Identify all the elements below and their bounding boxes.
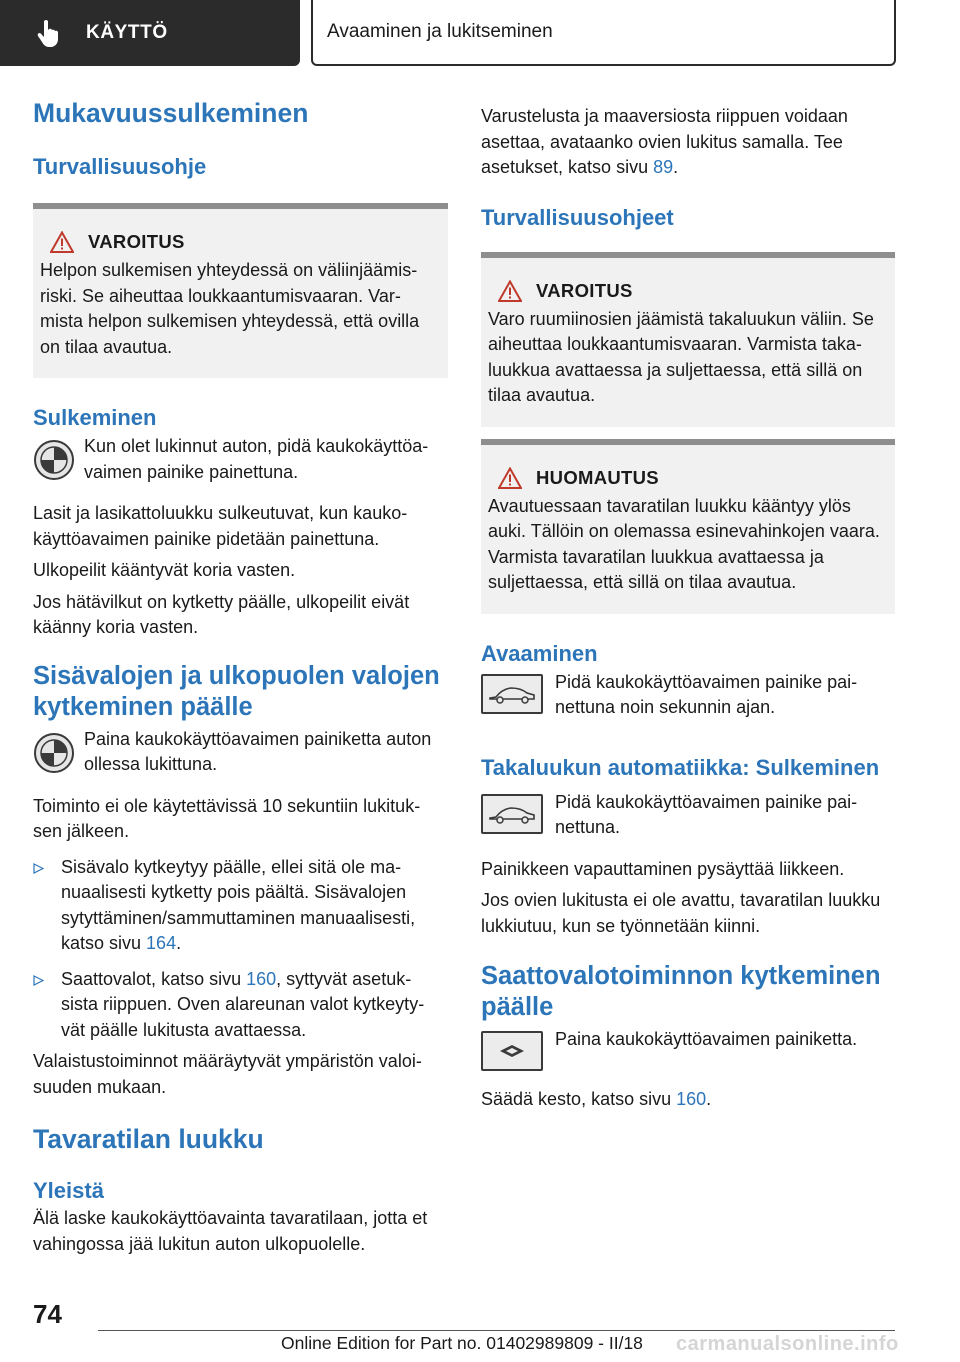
warning-box-comfort xyxy=(33,203,448,378)
intro-text-end: . xyxy=(673,157,679,177)
closing-paragraph-mirrors: Ulkopeilit kääntyvät koria vasten. xyxy=(33,560,296,580)
diamond-button-icon xyxy=(481,1031,543,1071)
key-fob-logo-icon xyxy=(34,733,74,773)
bullet-text: Saattovalot, katso sivu xyxy=(61,968,247,989)
auto-trunk-paragraph-release: Painikkeen vapauttaminen pysäyttää liikkeen. xyxy=(481,858,845,879)
heading-trunk-lid: Tavaratilan luukku xyxy=(33,1124,264,1154)
closing-instruction: Kun olet lukinnut auton, pidä kaukokäyttöa-vaimen painike painettuna. xyxy=(84,436,429,482)
lights-instruction-row xyxy=(33,727,448,778)
watermark: carmanualsonline.info xyxy=(676,1333,899,1355)
warning-box-trunk xyxy=(481,252,895,427)
notice-label: HUOMAUTUS xyxy=(536,466,659,488)
notice-box-trunk xyxy=(481,439,895,614)
closing-paragraph-windows: Lasit ja lasikattoluukku sulkeutuvat, kun kauko-käyttöavaimen painike pidetään painettuna. xyxy=(33,503,408,549)
duration-text-end: . xyxy=(706,1089,712,1109)
warning-text: Helpon sulkemisen yhteydessä on väliinjäämis-riski. Se aiheuttaa loukkaantumisvaaran. Var-mista helpon sulkemisen yhteydessä, että ovilla on tilaa avautua. xyxy=(40,260,420,357)
closing-instruction-row xyxy=(33,434,448,485)
duration-text: Säädä kesto, katso sivu xyxy=(481,1089,677,1109)
auto-trunk-paragraph-lock: Jos ovien lukitusta ei ole avattu, tavaratilan luukku lukkiutuu, kun se työnnetään kiinni. xyxy=(481,890,881,936)
warning-label: VAROITUS xyxy=(536,279,633,301)
heading-closing: Sulkeminen xyxy=(33,405,157,430)
lights-bullet-list xyxy=(33,855,448,1044)
warning-label: VAROITUS xyxy=(88,231,185,252)
bullet-text-end: , syttyvät asetuk-sista riippuen. Oven alareunan valot kytkeyty-vät päälle lukitusta avattaessa. xyxy=(61,968,425,1040)
list-item xyxy=(33,855,448,957)
triangle-bullet-icon xyxy=(33,975,44,986)
opening-instruction: Pidä kaukokäyttöavaimen painike pai-nettuna noin sekunnin ajan. xyxy=(555,671,858,717)
list-item xyxy=(33,967,448,1044)
general-paragraph: Älä laske kaukokäyttöavainta tavaratilaan, jotta et vahingossa jää lukitun auton ulkopuolelle. xyxy=(33,1208,428,1254)
left-column xyxy=(33,98,448,1257)
key-fob-logo-icon xyxy=(34,440,74,480)
closing-paragraph-hazard: Jos hätävilkut on kytketty päälle, ulkopeilit eivät käänny koria vasten. xyxy=(33,591,410,637)
auto-trunk-instruction-row xyxy=(481,790,895,841)
intro-paragraph xyxy=(481,104,895,181)
hand-pointer-icon xyxy=(34,18,64,48)
section-tab xyxy=(0,0,300,66)
warning-triangle-icon xyxy=(50,231,74,253)
page-link-160[interactable]: 160 xyxy=(676,1089,707,1109)
page-link-89[interactable]: 89 xyxy=(653,157,674,177)
heading-opening: Avaaminen xyxy=(481,640,598,666)
triangle-bullet-icon xyxy=(33,863,44,874)
heading-lights: Sisävalojen ja ulkopuolen valojen kytkeminen päälle xyxy=(33,661,440,721)
heading-safety-note: Turvallisuusohje xyxy=(33,154,207,179)
lights-paragraph-delay: Toiminto ei ole käytettävissä 10 sekuntiin lukituk-sen jälkeen. xyxy=(33,795,421,841)
car-trunk-button-icon xyxy=(481,674,543,714)
page-link-160[interactable]: 160 xyxy=(246,968,277,989)
lights-instruction: Paina kaukokäyttöavaimen painiketta auton ollessa lukittuna. xyxy=(84,728,432,774)
right-column xyxy=(481,104,895,1113)
heading-comfort-closing: Mukavuussulkeminen xyxy=(33,98,309,128)
section-label: KÄYTTÖ xyxy=(86,22,168,43)
notice-text: Avautuessaan tavaratilan luukku kääntyy ylös auki. Tällöin on olemassa esinevahinkojen vaara. Varmista tavaratilan luukkua avattaessa ja suljettaessa, että sillä on tilaa avautua. xyxy=(488,495,880,592)
duration-paragraph xyxy=(481,1087,895,1113)
page-number: 74 xyxy=(33,1299,62,1329)
heading-welcome-light: Saattovalotoiminnon kytkeminen päälle xyxy=(481,962,881,1021)
footer-divider xyxy=(98,1330,895,1331)
heading-general: Yleistä xyxy=(33,1178,104,1203)
page-link-164[interactable]: 164 xyxy=(146,933,177,953)
bullet-text: Sisävalo kytkeytyy päälle, ellei sitä ole ma-nuaalisesti kytketty pois päältä. Sisävalojen sytyttäminen/sammuttaminen manuaalisesti, katso sivu xyxy=(61,856,416,953)
welcome-instruction: Paina kaukokäyttöavaimen painiketta. xyxy=(555,1029,858,1049)
heading-safety-notes: Turvallisuusohjeet xyxy=(481,204,674,230)
opening-instruction-row xyxy=(481,670,895,721)
edition-text: Online Edition for Part no. 01402989809 - II/18 xyxy=(281,1333,643,1353)
notice-header xyxy=(498,467,887,489)
page-header xyxy=(0,0,960,66)
intro-text: Varustelusta ja maaversiosta riippuen voidaan asettaa, avataanko ovien lukitus samalla. Tee asetukset, katso sivu xyxy=(481,106,848,177)
heading-automatic-trunk: Takaluukun automatiikka: Sulkeminen xyxy=(481,754,880,780)
chapter-title: Avaaminen ja lukitseminen xyxy=(327,21,553,42)
car-trunk-button-icon xyxy=(481,794,543,834)
warning-triangle-icon xyxy=(498,280,522,302)
warning-header xyxy=(50,231,440,253)
warning-triangle-icon xyxy=(498,467,522,489)
lights-paragraph-ambient: Valaistustoiminnot määräytyvät ympäristön valoi-suuden mukaan. xyxy=(33,1051,422,1097)
bullet-text-end: . xyxy=(176,933,182,953)
chapter-title-box xyxy=(311,0,896,66)
welcome-instruction-row xyxy=(481,1027,895,1071)
auto-trunk-instruction: Pidä kaukokäyttöavaimen painike pai-nettuna. xyxy=(555,791,858,837)
warning-text: Varo ruumiinosien jäämistä takaluukun väliin. Se aiheuttaa loukkaantumisvaaran. Varmista taka-luukkua avattaessa ja suljettaessa, että sillä on tilaa avautua. xyxy=(488,308,874,405)
warning-header xyxy=(498,280,887,302)
